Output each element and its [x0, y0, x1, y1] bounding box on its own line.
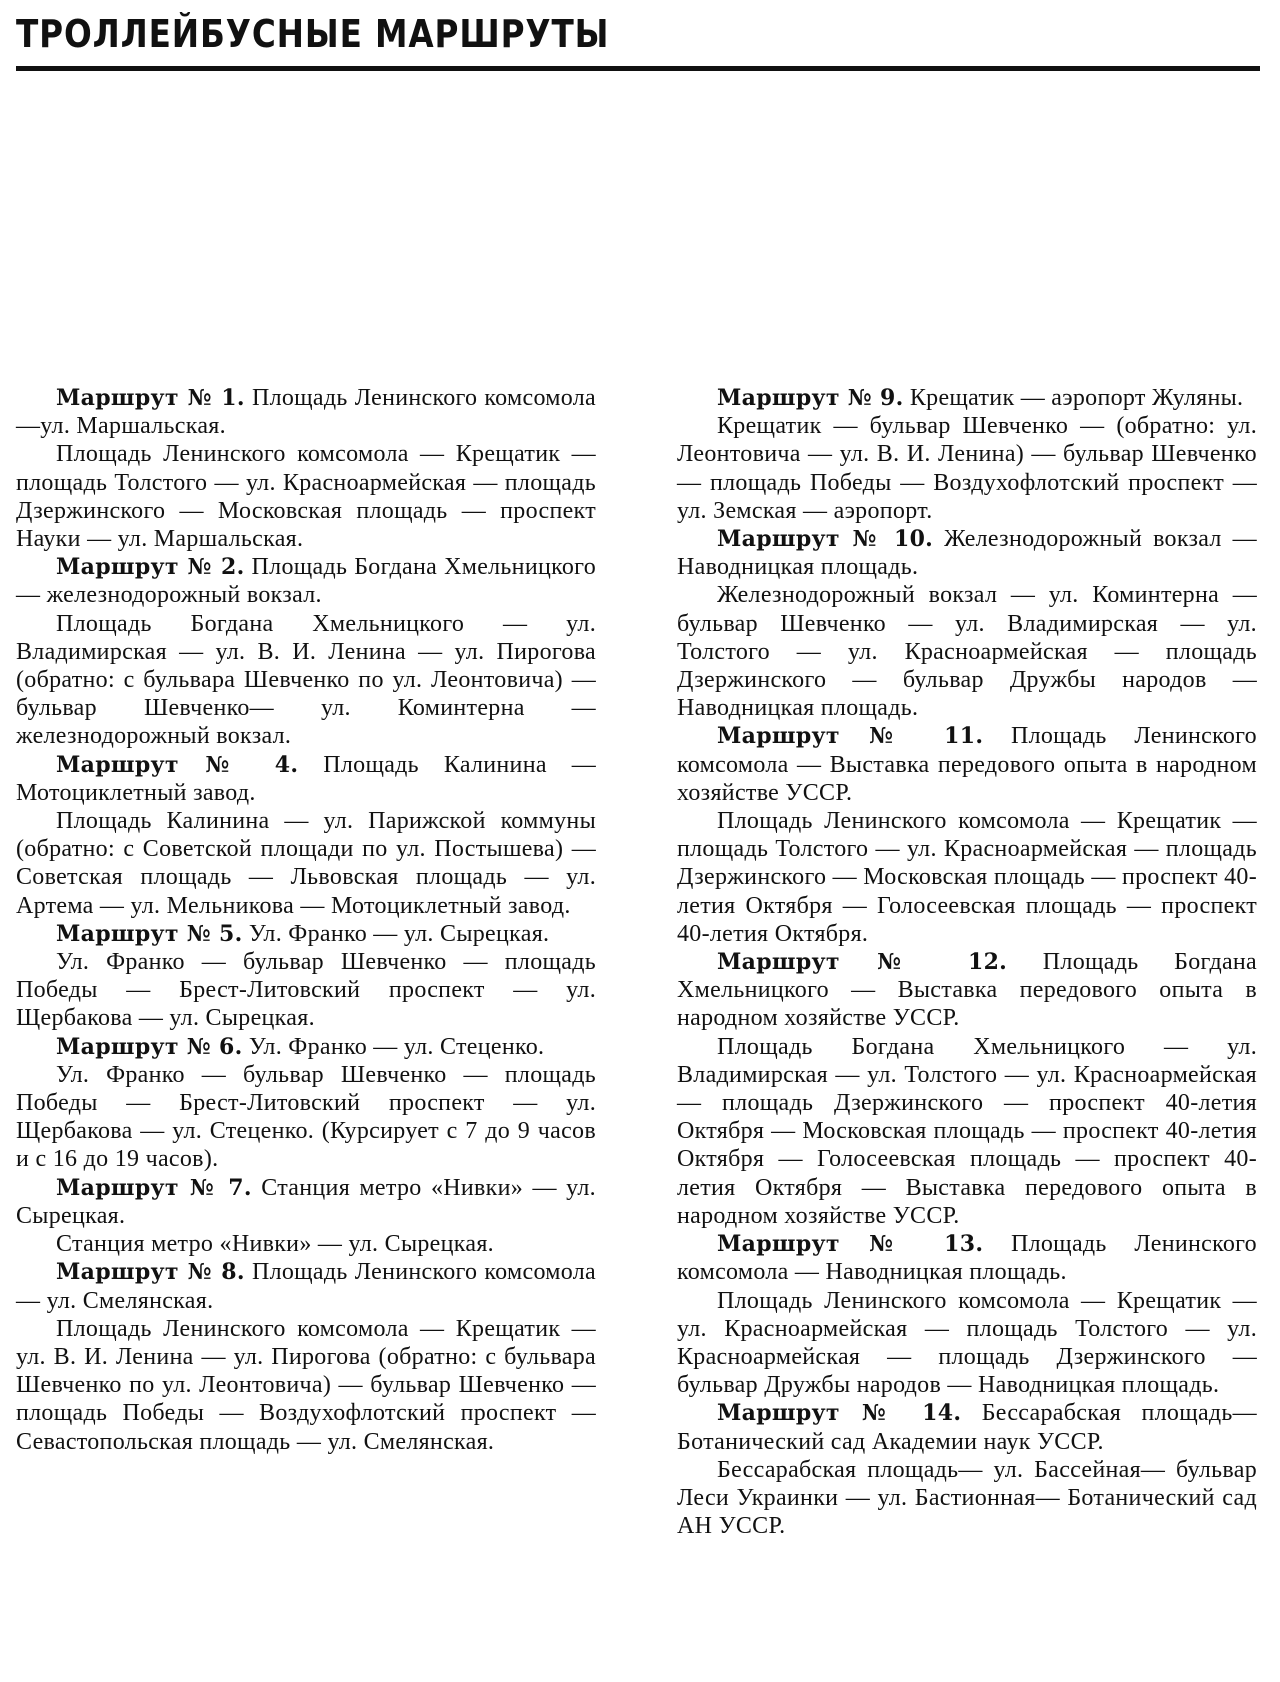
route-path: Станция метро «Нивки» — ул. Сырецкая.	[56, 1231, 494, 1258]
route-entry	[677, 948, 1257, 1230]
route-summary: Станция метро «Нивки» — ул. Сырецкая.	[16, 1174, 596, 1229]
route-number: Маршрут № 11.	[717, 723, 984, 750]
route-number: Маршрут № 9.	[717, 385, 904, 411]
route-heading	[16, 1258, 596, 1314]
left-column	[16, 384, 596, 1456]
route-summary: Бессарабская площадь— Ботанический сад Академии наук УССР.	[677, 1400, 1257, 1455]
route-summary: Площадь Ленинского комсомола —ул. Маршальская.	[16, 385, 596, 440]
route-number: Маршрут № 7.	[56, 1174, 252, 1201]
route-path: Площадь Калинина — ул. Парижской коммуны (обратно: с Советской площади по ул. Постышева) — Советская площадь — Львовская площадь — ул. Артема — ул. Мельникова — Мотоциклетный завод.	[16, 808, 596, 919]
route-number: Маршрут № 5.	[56, 920, 243, 947]
route-path: Бессарабская площадь— ул. Бассейная— бульвар Леси Украинки — ул. Бастионная— Ботанический сад АН УССР.	[677, 1456, 1257, 1540]
title-rule	[16, 66, 1260, 71]
route-heading	[677, 384, 1257, 412]
route-summary: Площадь Ленинского комсомола — Выставка передового опыта в народном хозяйстве УССР.	[677, 723, 1257, 806]
route-path: Площадь Богдана Хмельницкого — ул. Владимирская — ул. Толстого — ул. Красноармейская — площадь Дзержинского — проспект 40-летия Октября — Московская площадь — проспект 40-летия Октября — Голосеевская площадь — проспект 40-летия Октября — Выставка передового опыта в народном хозяйстве УССР.	[677, 1033, 1257, 1229]
route-path: Железнодорожный вокзал — ул. Коминтерна — бульвар Шевченко — ул. Владимирская — ул. Толстого — ул. Красноармейская — площадь Дзержинского — бульвар Дружбы народов — Наводницкая площадь.	[677, 582, 1257, 722]
route-summary: Ул. Франко — ул. Стеценко.	[248, 1033, 545, 1060]
route-heading	[16, 751, 596, 807]
route-heading	[16, 553, 596, 609]
route-entry	[16, 920, 596, 1033]
route-heading	[677, 722, 1257, 807]
route-heading	[677, 1230, 1257, 1286]
route-entry	[16, 384, 596, 553]
route-entry	[16, 553, 596, 750]
route-entry	[677, 384, 1257, 525]
route-heading	[16, 384, 596, 440]
route-number: Маршрут № 6.	[56, 1033, 243, 1060]
route-summary: Площадь Ленинского комсомола — Наводницкая площадь.	[677, 1231, 1257, 1286]
route-entry	[16, 1258, 596, 1455]
route-entry	[677, 1230, 1257, 1399]
page-header	[16, 8, 1260, 71]
route-entry	[677, 525, 1257, 722]
route-entry	[677, 722, 1257, 948]
route-heading	[16, 1033, 596, 1061]
page-title: ТРОЛЛЕЙБУСНЫЕ МАРШРУТЫ	[16, 12, 610, 56]
route-path: Ул. Франко — бульвар Шевченко — площадь Победы — Брест-Литовский проспект — ул. Щербакова — ул. Сырецкая.	[16, 949, 596, 1032]
route-summary: Крещатик — аэропорт Жуляны.	[909, 385, 1244, 411]
route-number: Маршрут № 1.	[56, 385, 245, 411]
route-summary: Железнодорожный вокзал — Наводницкая площадь.	[677, 526, 1257, 581]
route-entry	[16, 1033, 596, 1174]
route-path: Крещатик — бульвар Шевченко — (обратно: ул. Леонтовича — ул. В. И. Ленина) — бульвар Шевченко — площадь Победы — Воздухофлотский проспект — ул. Земская — аэропорт.	[677, 413, 1257, 524]
route-path: Площадь Богдана Хмельницкого — ул. Владимирская — ул. В. И. Ленина — ул. Пирогова (обратно: с бульвара Шевченко по ул. Леонтовича) — бульвар Шевченко— ул. Коминтерна — железнодорожный вокзал.	[16, 610, 596, 750]
route-heading	[677, 1399, 1257, 1455]
route-heading	[16, 1174, 596, 1230]
route-summary: Площадь Богдана Хмельницкого — Выставка передового опыта в народном хозяйстве УССР.	[677, 949, 1257, 1032]
route-path: Площадь Ленинского комсомола — Крещатик — ул. В. И. Ленина — ул. Пирогова (обратно: с бульвара Шевченко по ул. Леонтовича) — бульвар Шевченко — площадь Победы — Воздухофлотский проспект — Севастопольская площадь — ул. Смелянская.	[16, 1315, 596, 1455]
route-path: Ул. Франко — бульвар Шевченко — площадь Победы — Брест-Литовский проспект — ул. Щербакова — ул. Стеценко. (Курсирует с 7 до 9 часов и с 16 до 19 часов).	[16, 1061, 596, 1173]
route-summary: Площадь Калинина — Мотоциклетный завод.	[16, 751, 596, 806]
route-number: Маршрут № 2.	[56, 554, 245, 581]
route-number: Маршрут № 8.	[56, 1259, 245, 1286]
route-path: Площадь Ленинского комсомола — Крещатик — ул. Красноармейская — площадь Толстого — ул. Красноармейская — площадь Дзержинского — бульвар Дружбы народов — Наводницкая площадь.	[677, 1287, 1257, 1399]
route-entry	[16, 1174, 596, 1259]
right-column	[677, 384, 1257, 1540]
route-number: Маршрут № 4.	[56, 751, 299, 778]
route-summary: Ул. Франко — ул. Сырецкая.	[248, 920, 550, 947]
route-number: Маршрут № 12.	[717, 949, 1008, 976]
route-number: Маршрут № 14.	[717, 1400, 962, 1427]
route-entry	[677, 1399, 1257, 1540]
route-path: Площадь Ленинского комсомола — Крещатик — площадь Толстого — ул. Красноармейская — площадь Дзержинского — Московская площадь — проспект 40-летия Октября — Голосеевская площадь — проспект 40-летия Октября.	[677, 808, 1257, 947]
route-entry	[16, 751, 596, 920]
route-heading	[677, 948, 1257, 1033]
route-heading	[677, 525, 1257, 581]
route-heading	[16, 920, 596, 948]
route-summary: Площадь Ленинского комсомола — ул. Смелянская.	[16, 1259, 596, 1314]
route-path: Площадь Ленинского комсомола — Крещатик — площадь Толстого — ул. Красноармейская — площадь Дзержинского — Московская площадь — проспект Науки — ул. Маршальская.	[16, 441, 596, 553]
route-number: Маршрут № 10.	[717, 526, 934, 553]
route-number: Маршрут № 13.	[717, 1231, 984, 1258]
route-summary: Площадь Богдана Хмельницкого — железнодорожный вокзал.	[16, 554, 596, 609]
